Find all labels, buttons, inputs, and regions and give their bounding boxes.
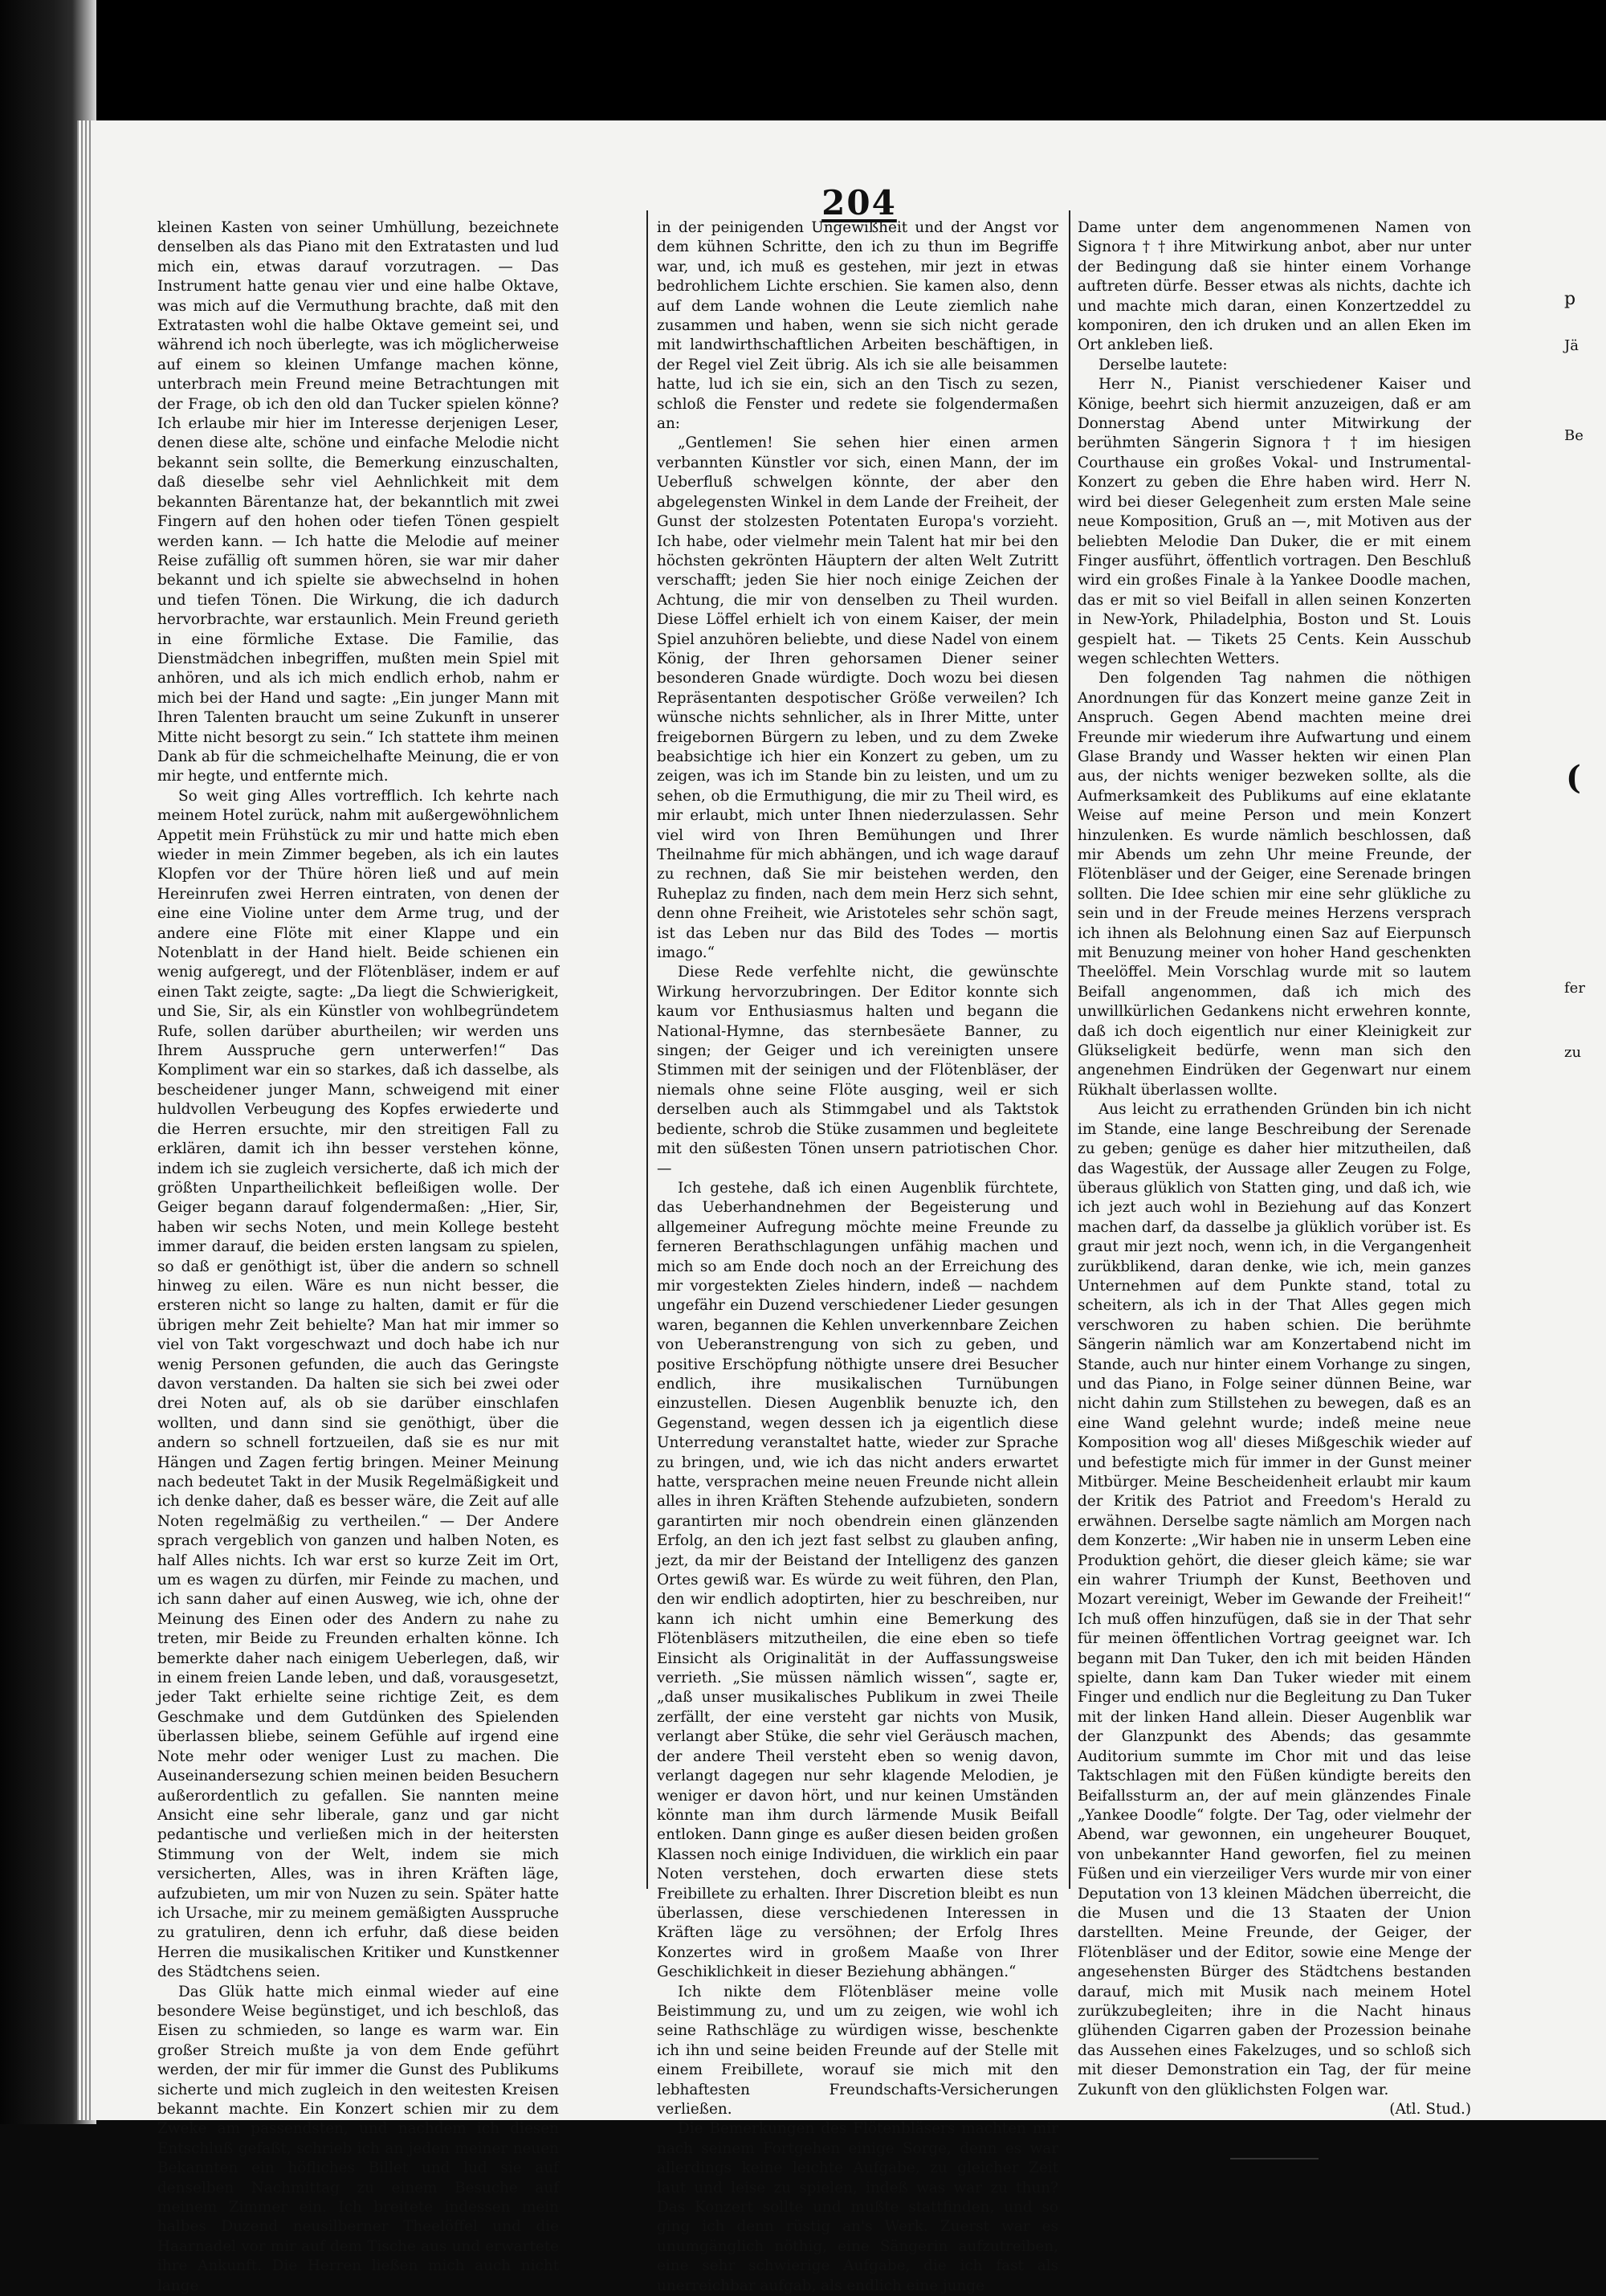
margin-fragment: (	[1566, 759, 1581, 797]
paragraph: So weit ging Alles vortrefflich. Ich kehrte nach meinem Hotel zurück, nahm mit außergewöhnlichem Appetit mein Frühstück zu mir und hatte mich eben wieder in mein Zimmer begeben, als ich ein lautes Klopfen vor der Thüre hören ließ und auf mein Hereinrufen zwei Herren eintraten, von denen der eine eine Violine unter dem Arme trug, und der andere eine Flöte mit einer Klappe und ein Notenblatt in der Hand hielt. Beide schienen ein wenig aufgeregt, und der Flötenbläser, indem er auf einen Takt zeigte, sagte: „Da liegt die Schwierigkeit, und Sie, Sir, als ein Künstler von wohlbegründetem Rufe, sollen darüber aburtheilen; wir werden uns Ihrem Ausspruche gern unterwerfen!“ Das Kompliment war ein so starkes, daß ich dasselbe, als bescheidener junger Mann, schweigend mit einer huldvollen Verbeugung des Kopfes erwiederte und die Herren ersuchte, mir den streitigen Fall zu erklären, damit ich ihn besser verstehen könne, indem ich sie zugleich versicherte, daß ich mich der größten Unpartheilichkeit befleißigen wolle. Der Geiger begann darauf folgendermaßen: „Hier, Sir, haben wir sechs Noten, und mein Kollege besteht immer darauf, die beiden ersten langsam zu spielen, so daß er genöthigt ist, über die andern so schnell hinweg zu eilen. Wäre es nun nicht besser, die ersteren nicht so lange zu halten, damit er für die übrigen mehr Zeit behielte? Man hat mir immer so viel von Takt vorgeschwazt und doch habe ich nur wenig Personen gefunden, die auch das Geringste davon verstanden. Da halten sie sich bei zwei oder drei Noten auf, als ob sie darüber einschlafen wollten, und dann sind sie genöthigt, über die andern so schnell fortzueilen, daß sie es nur mit Hängen und Zagen fertig bringen. Meiner Meinung nach bedeutet Takt in der Musik Regelmäßigkeit und ich denke daher, daß es besser wäre, die Zeit auf alle Noten regelmäßig zu vertheilen.“ — Der Andere sprach vergeblich von ganzen und halben Noten, es half Alles nichts. Ich war erst so kurze Zeit im Ort, um es wagen zu dürfen, mir Feinde zu machen, und ich sann daher auf einen Ausweg, wie ich, ohne der Meinung des Einen oder des Andern zu nahe zu treten, mir Beide zu Freunden erhalten könne. Ich bemerkte daher nach einigem Ueberlegen, daß, wir in einem freien Lande leben, und daß, vorausgesetzt, jeder Takt erhielte seine richtige Zeit, es dem Geschmake und dem Gutdünken des Spielenden überlassen bliebe, seinem Gefühle auf irgend eine Note mehr oder weniger Lust zu machen. Die Auseinandersezung schien meinen beiden Besuchern außerordentlich zu gefallen. Sie nannten meine Ansicht eine sehr liberale, ganz und gar nicht pedantische und verließen mich in der heitersten Stimmung von der Welt, indem sie mich versicherten, Alles, was in ihren Kräften läge, aufzubieten, um mir von Nuzen zu sein. Später hatte ich Ursache, mir zu meinem gemäßigten Ausspruche zu gratuliren, denn ich erfuhr, daß diese beiden Herren die musikalischen Kritiker und Kunstkenner des Städtchens seien.	[157, 787, 559, 1981]
paragraph: Aus leicht zu errathenden Gründen bin ich nicht im Stande, eine lange Beschreibung der Serenade zu geben; genüge es daher hier mitzutheilen, daß das Wagestük, der Aussage aller Zeugen zu Folge, überaus glüklich von Statten ging, und daß ich, wie ich jezt auch wohl in Beziehung auf das Konzert machen darf, da dasselbe ja glüklich vorüber ist. Es graut mir jezt noch, wenn ich, in die Vergangenheit zurükblikend, daran denke, wie ich, mein ganzes Unternehmen auf dem Punkte stand, total zu scheitern, als ich in der That Alles gegen mich verschworen zu haben schien. Die berühmte Sängerin nämlich war am Konzertabend nicht im Stande, auch nur hinter einem Vorhange zu singen, und das Piano, in Folge seiner dünnen Beine, war nicht dahin zum Stillstehen zu bewegen, daß es an eine Wand gelehnt wurde; indeß meine neue Komposition wog all' dieses Mißgeschik wieder auf und befestigte mich für immer in der Gunst meiner Mitbürger. Meine Bescheidenheit erlaubt mir kaum der Kritik des Patriot and Freedom's Herald zu erwähnen. Derselbe sagte nämlich am Morgen nach dem Konzerte: „Wir haben nie in unserm Leben eine Produktion gehört, die dieser gleich käme; sie war ein wahrer Triumph der Kunst, Beethoven und Mozart vereinigt, Weber im Gewande der Freiheit!“ Ich muß offen hinzufügen, daß sie in der That sehr für meinen öffentlichen Vortrag geeignet war. Ich begann mit Dan Tuker, den ich mit beiden Händen spielte, dann kam Dan Tuker wieder mit einem Finger und endlich nur die Begleitung zu Dan Tuker mit der linken Hand allein. Dieser Augenblik war der Glanzpunkt des Abends; das gesammte Auditorium summte im Chor mit und das leise Taktschlagen mit den Füßen kündigte bereits den Beifallssturm an, der auf mein glänzendes Finale „Yankee Doodle“ folgte. Der Tag, oder vielmehr der Abend, war gewonnen, ein ungeheurer Bouquet, von unbekannter Hand geworfen, fiel zu meinen Füßen und ein vierzeiliger Vers wurde mir von einer Deputation von 13 kleinen Mädchen überreicht, die die Musen und die 13 Staaten der Union darstellten. Meine Freunde, der Geiger, der Flötenbläser und der Editor, sowie eine Menge der angesehensten Bürger des Städtchens bestanden darauf, mich mit Musik nach meinem Hotel zurükzubegleiten; ihre in die Nacht hinaus glühenden Cigarren gaben der Prozession beinahe das Aussehen eines Fakelzuges, und so schloß sich mit dieser Demonstration ein Tag, der für meine Zukunft von den glüklichsten Folgen war.	[1078, 1101, 1471, 2098]
paragraph: Diese Rede verfehlte nicht, die gewünschte Wirkung hervorzubringen. Der Editor konnte sich kaum vor Enthusiasmus halten und begann die National-Hymne, das sternbesäete Banner, zu singen; der Geiger und ich vereinigten unsere Stimmen mit der seinigen und der Flötenbläser, der niemals ohne seine Flöte ausging, weil er sich derselben auch als Stimmgabel und als Taktstok bediente, schrob die Stüke zusammen und begleitete mit den süßesten Tönen unsern patriotischen Chor. —	[657, 964, 1058, 1177]
paragraph: Ich nikte dem Flötenbläser meine volle Beistimmung zu, und um zu zeigen, wie wohl ich seine Rathschläge zu würdigen wisse, beschenkte ich ihn und seine beiden Freunde auf der Stelle mit einem Freibillete, worauf sie mich mit den lebhaftesten Freundschafts-Versicherungen verließen.	[657, 1983, 1058, 2118]
margin-fragment: zu	[1564, 1044, 1582, 1061]
margin-fragment: fer	[1564, 980, 1585, 997]
source-attribution: (Atl. Stud.)	[1389, 2101, 1471, 2118]
paragraph: Das Glük hatte mich einmal wieder auf eine besondere Weise begünstiget, und ich beschloß, das Eisen zu schmieden, so lange es warm war. Ein großer Streich mußte ja von dem Ende geführt werden, der mir für immer die Gunst des Publikums sicherte und mich zugleich in den weitesten Kreisen bekannt machte. Ein Konzert schien mir zu dem Zweke am passendsten, und nachdem ich diesen Entschluß gefaßt, schrieb ich an jeden meiner neuen Bekannten ein höfliches Billet und lud sie auf denselben Nachmittag zu einem Besuche auf meinem Zimmer ein. Ich breitete indessen mein halbes Duzend neusilberner Theelöffel und die Haarnadel vor mir auf dem Tische aus und erwartete ihre Ankunft. Die Herren ließen mich auch nicht lange	[157, 1983, 559, 2294]
paragraph: „Gentlemen! Sie sehen hier einen armen verbannten Künstler vor sich, einen Mann, der im Ueberfluß schwelgen könnte, der aber den abgelegensten Winkel in dem Lande der Freiheit, der Gunst der stolzesten Potentaten Europa's vorzieht. Ich habe, oder vielmehr mein Talent hat mir bei den höchsten gekrönten Häuptern der alten Welt Zutritt verschafft; jeden Sie hier noch einige Zeichen der Achtung, die mir von denselben zu Theil wurden. Diese Löffel erhielt ich von einem Kaiser, der mein Spiel anzuhören beliebte, und diese Nadel von einem König, der Ihren gehorsamen Diener seiner besonderen Gnade würdigte. Doch wozu bei diesen Repräsentanten despotischer Größe verweilen? Ich wünsche nichts sehnlicher, als in Ihrer Mitte, unter freigebornen Bürgern zu leben, und zu dem Zweke beabsichtige ich hier ein Konzert zu geben, um zu zeigen, was ich im Stande bin zu leisten, und um zu sehen, ob die Ermuthigung, die mir zu Theil wird, es mir erlaubt, mich unter Ihnen niederzulassen. Sehr viel wird von Ihren Bemühungen und Ihrer Theilnahme für mich abhängen, und ich wage darauf zu rechnen, daß Sie mir beistehen werden, den Ruheplaz zu finden, nach dem mein Herz sich sehnt, denn ohne Freiheit, wie Aristoteles sehr schön sagt, ist das Leben nur das Bild des Todes — mortis imago.“	[657, 434, 1058, 962]
paragraph: in der peinigenden Ungewißheit und der Angst vor dem kühnen Schritte, den ich zu thun im Begriffe war, und, ich muß es gestehen, mir jezt in etwas bedrohlichem Lichte erschien. Sie kamen also, denn auf dem Lande wohnen die Leute ziemlich nahe zusammen und haben, wenn sie sich nicht gerade mit landwirthschaftlichen Arbeiten beschäftigen, in der Regel viel Zeit übrig. Als ich sie alle beisammen hatte, lud ich sie ein, sich an den Tisch zu sezen, schloß die Fenster und redete sie folgendermaßen an:	[657, 219, 1058, 433]
paragraph: Herr N., Pianist verschiedener Kaiser und Könige, beehrt sich hiermit anzuzeigen, daß er am Donnerstag Abend unter Mitwirkung der berühmten Sängerin Signora † † im hiesigen Courthause ein großes Vokal- und Instrumental-Konzert zu geben die Ehre haben wird. Herr N. wird bei dieser Gelegenheit zum ersten Male seine neue Komposition, Gruß an —, mit Motiven aus der beliebten Melodie Dan Duker, die er mit einem Finger ausführt, öffentlich vortragen. Den Beschluß wird ein großes Finale à la Yankee Doodle machen, das er mit so viel Beifall in allen seinen Konzerten in New-York, Philadelphia, Boston und St. Louis gespielt hat. — Tikets 25 Cents. Kein Ausschub wegen schlechten Wetters.	[1078, 376, 1471, 667]
page-stack-edge	[77, 120, 92, 2120]
column-2	[657, 218, 1058, 2296]
margin-fragment: p	[1564, 289, 1576, 309]
paragraph: Die Bemerkungen des Flötenbläsers machten mir nach seinem Fortgehen einige Sorge, denn es war allerdings keine leichte Aufgabe, zu gleicher Zeit laut und leise zu spielen, indeß was war zu thun? Das Konzert sollte und mußte stattfinden, und so ging ich denn rüstig an's Werk. Zuerst war es unumgänglich nöthig, eine Sängerin aufzutreiben, eine sehr schwierige Aufgabe, die ich fast als unerreichbar aufgab, als endlich eine junge	[657, 2120, 1058, 2294]
paragraph: kleinen Kasten von seiner Umhüllung, bezeichnete denselben als das Piano mit den Extratasten und lud mich ein, etwas darauf vorzutragen. — Das Instrument hatte genau vier und eine halbe Oktave, was mich auf die Vermuthung brachte, daß mit den Extratasten wohl die halbe Oktave gemeint sei, und während ich noch überlegte, was ich möglicherweise auf einem so kleinen Umfange machen könne, unterbrach mein Freund meine Betrachtungen mit der Frage, ob ich den old dan Tucker spielen könne? Ich erlaube mir hier im Interesse derjenigen Leser, denen diese alte, schöne und einfache Melodie nicht bekannt sein sollte, die Bemerkung einzuschalten, daß dieselbe sehr viel Aehnlichkeit mit dem bekannten Bärentanze hat, der bekanntlich mit zwei Fingern auf den hohen oder tiefen Tönen gespielt werden kann. — Ich hatte die Melodie auf meiner Reise zufällig oft summen hören, sie war mir daher bekannt und ich spielte sie abwechselnd in hohen und tiefen Tönen. Die Wirkung, die ich dadurch hervorbrachte, war erstaunlich. Mein Freund gerieth in eine förmliche Extase. Die Familie, das Dienstmädchen inbegriffen, mußten mein Spiel mit anhören, und als ich mich endlich erhob, nahm er mich bei der Hand und sagte: „Ein junger Mann mit Ihren Talenten braucht um seine Zukunft in unserer Mitte nicht besorgt zu sein.“ Ich stattete ihm meinen Dank ab für die schmeichelhafte Meinung, die er von mir hegte, und entfernte mich.	[157, 219, 559, 785]
margin-fragment: Jä	[1564, 337, 1579, 354]
margin-fragment: Be	[1564, 427, 1584, 444]
column-1	[157, 218, 559, 2296]
page-number: 204	[821, 183, 897, 222]
column-3	[1078, 218, 1471, 2159]
paragraph: Dame unter dem angenommenen Namen von Signora † † ihre Mitwirkung anbot, aber nur unter der Bedingung daß sie hinter einem Vorhange auftreten dürfe. Besser etwas als nichts, dachte ich und machte mich daran, einen Konzertzeddel zu komponiren, den ich druken und an allen Eken im Ort ankleben ließ.	[1078, 219, 1471, 354]
end-rule	[1230, 2158, 1319, 2159]
paragraph: Den folgenden Tag nahmen die nöthigen Anordnungen für das Konzert meine ganze Zeit in Anspruch. Gegen Abend machten meine drei Freunde mir wiederum ihre Aufwartung und einem Glase Brandy und Wasser hekten wir einen Plan aus, der nichts weniger bezweken sollte, als die Aufmerksamkeit des Publikums auf eine eklatante Weise auf meine Person und mein Konzert hinzulenken. Es wurde nämlich beschlossen, daß mir Abends um zehn Uhr meine Freunde, der Flötenbläser und der Geiger, eine Serenade bringen sollten. Die Idee schien mir eine sehr glükliche zu sein und in der Freude meines Herzens versprach ich ihnen als Belohnung einen Saz auf Eierpunsch mit Benuzung meiner von hoher Hand geschenkten Theelöffel. Mein Vorschlag wurde mit so lautem Beifall angenommen, daß ich mich des unwillkürlichen Gedankens nicht erwehren konnte, daß ich doch eigentlich nur einer Kleinigkeit zur Glükseligkeit bedürfe, wenn man sich den angenehmen Eindrüken der Gegenwart nur einem Rükhalt überlassen wollte.	[1078, 670, 1471, 1099]
column-divider	[1069, 210, 1070, 1889]
column-divider	[646, 210, 648, 1889]
paragraph: Ich gestehe, daß ich einen Augenblik fürchtete, das Ueberhandnehmen der Begeisterung und allgemeiner Aufregung möchte meine Freunde zu ferneren Berathschlagungen unfähig machen und mich so am Ende doch noch an der Erreichung des mir vorgestekten Zieles hindern, indeß — nachdem ungefähr ein Duzend verschiedener Lieder gesungen waren, begannen die Kehlen unverkennbare Zeichen von Ueberanstrengung von sich zu geben, und positive Erschöpfung nöthigte unsere drei Besucher endlich, ihre musikalischen Turnübungen einzustellen. Diesen Augenblik benuzte ich, den Gegenstand, wegen dessen ich ja eigentlich diese Unterredung veranstaltet hatte, wieder zur Sprache zu bringen, und, wie ich das nicht anders erwartet hatte, versprachen meine neuen Freunde nicht allein alles in ihren Kräften Stehende aufzubieten, sondern garantirten mir noch obendrein einen glänzenden Erfolg, an den ich jezt fast selbst zu glauben anfing, jezt, da mir der Beistand der Intelligenz des ganzen Ortes gewiß war. Es würde zu weit führen, den Plan, den wir endlich adoptirten, hier zu beschreiben, nur kann ich nicht umhin eine Bemerkung des Flötenbläsers mitzutheilen, die eine eben so tiefe Einsicht als Originalität in der Auffassungsweise verrieth. „Sie müssen nämlich wissen“, sagte er, „daß unser musikalisches Publikum in zwei Theile zerfällt, der eine versteht gar nichts von Musik, verlangt aber Stüke, die sehr viel Geräusch machen, der andere Theil versteht eben so wenig davon, verlangt dagegen nur sehr klagende Melodien, je weniger er davon hört, und nur keinen Umständen könnte man ihm durch lärmende Musik Beifall entloken. Dann ginge es außer diesen beiden großen Klassen noch einige Individuen, die wirklich ein paar Noten verstehen, doch erwarten diese stets Freibillete zu erhalten. Ihrer Discretion bleibt es nun überlassen, diese verschiedenen Interessen in Kräften läge zu versöhnen; der Erfolg Ihres Konzertes wird in großem Maaße von Ihrer Geschiklichkeit in dieser Beziehung abhängen.“	[657, 1179, 1058, 1981]
scan-top-shadow	[77, 0, 1606, 120]
paragraph: Derselbe lautete:	[1099, 356, 1228, 373]
